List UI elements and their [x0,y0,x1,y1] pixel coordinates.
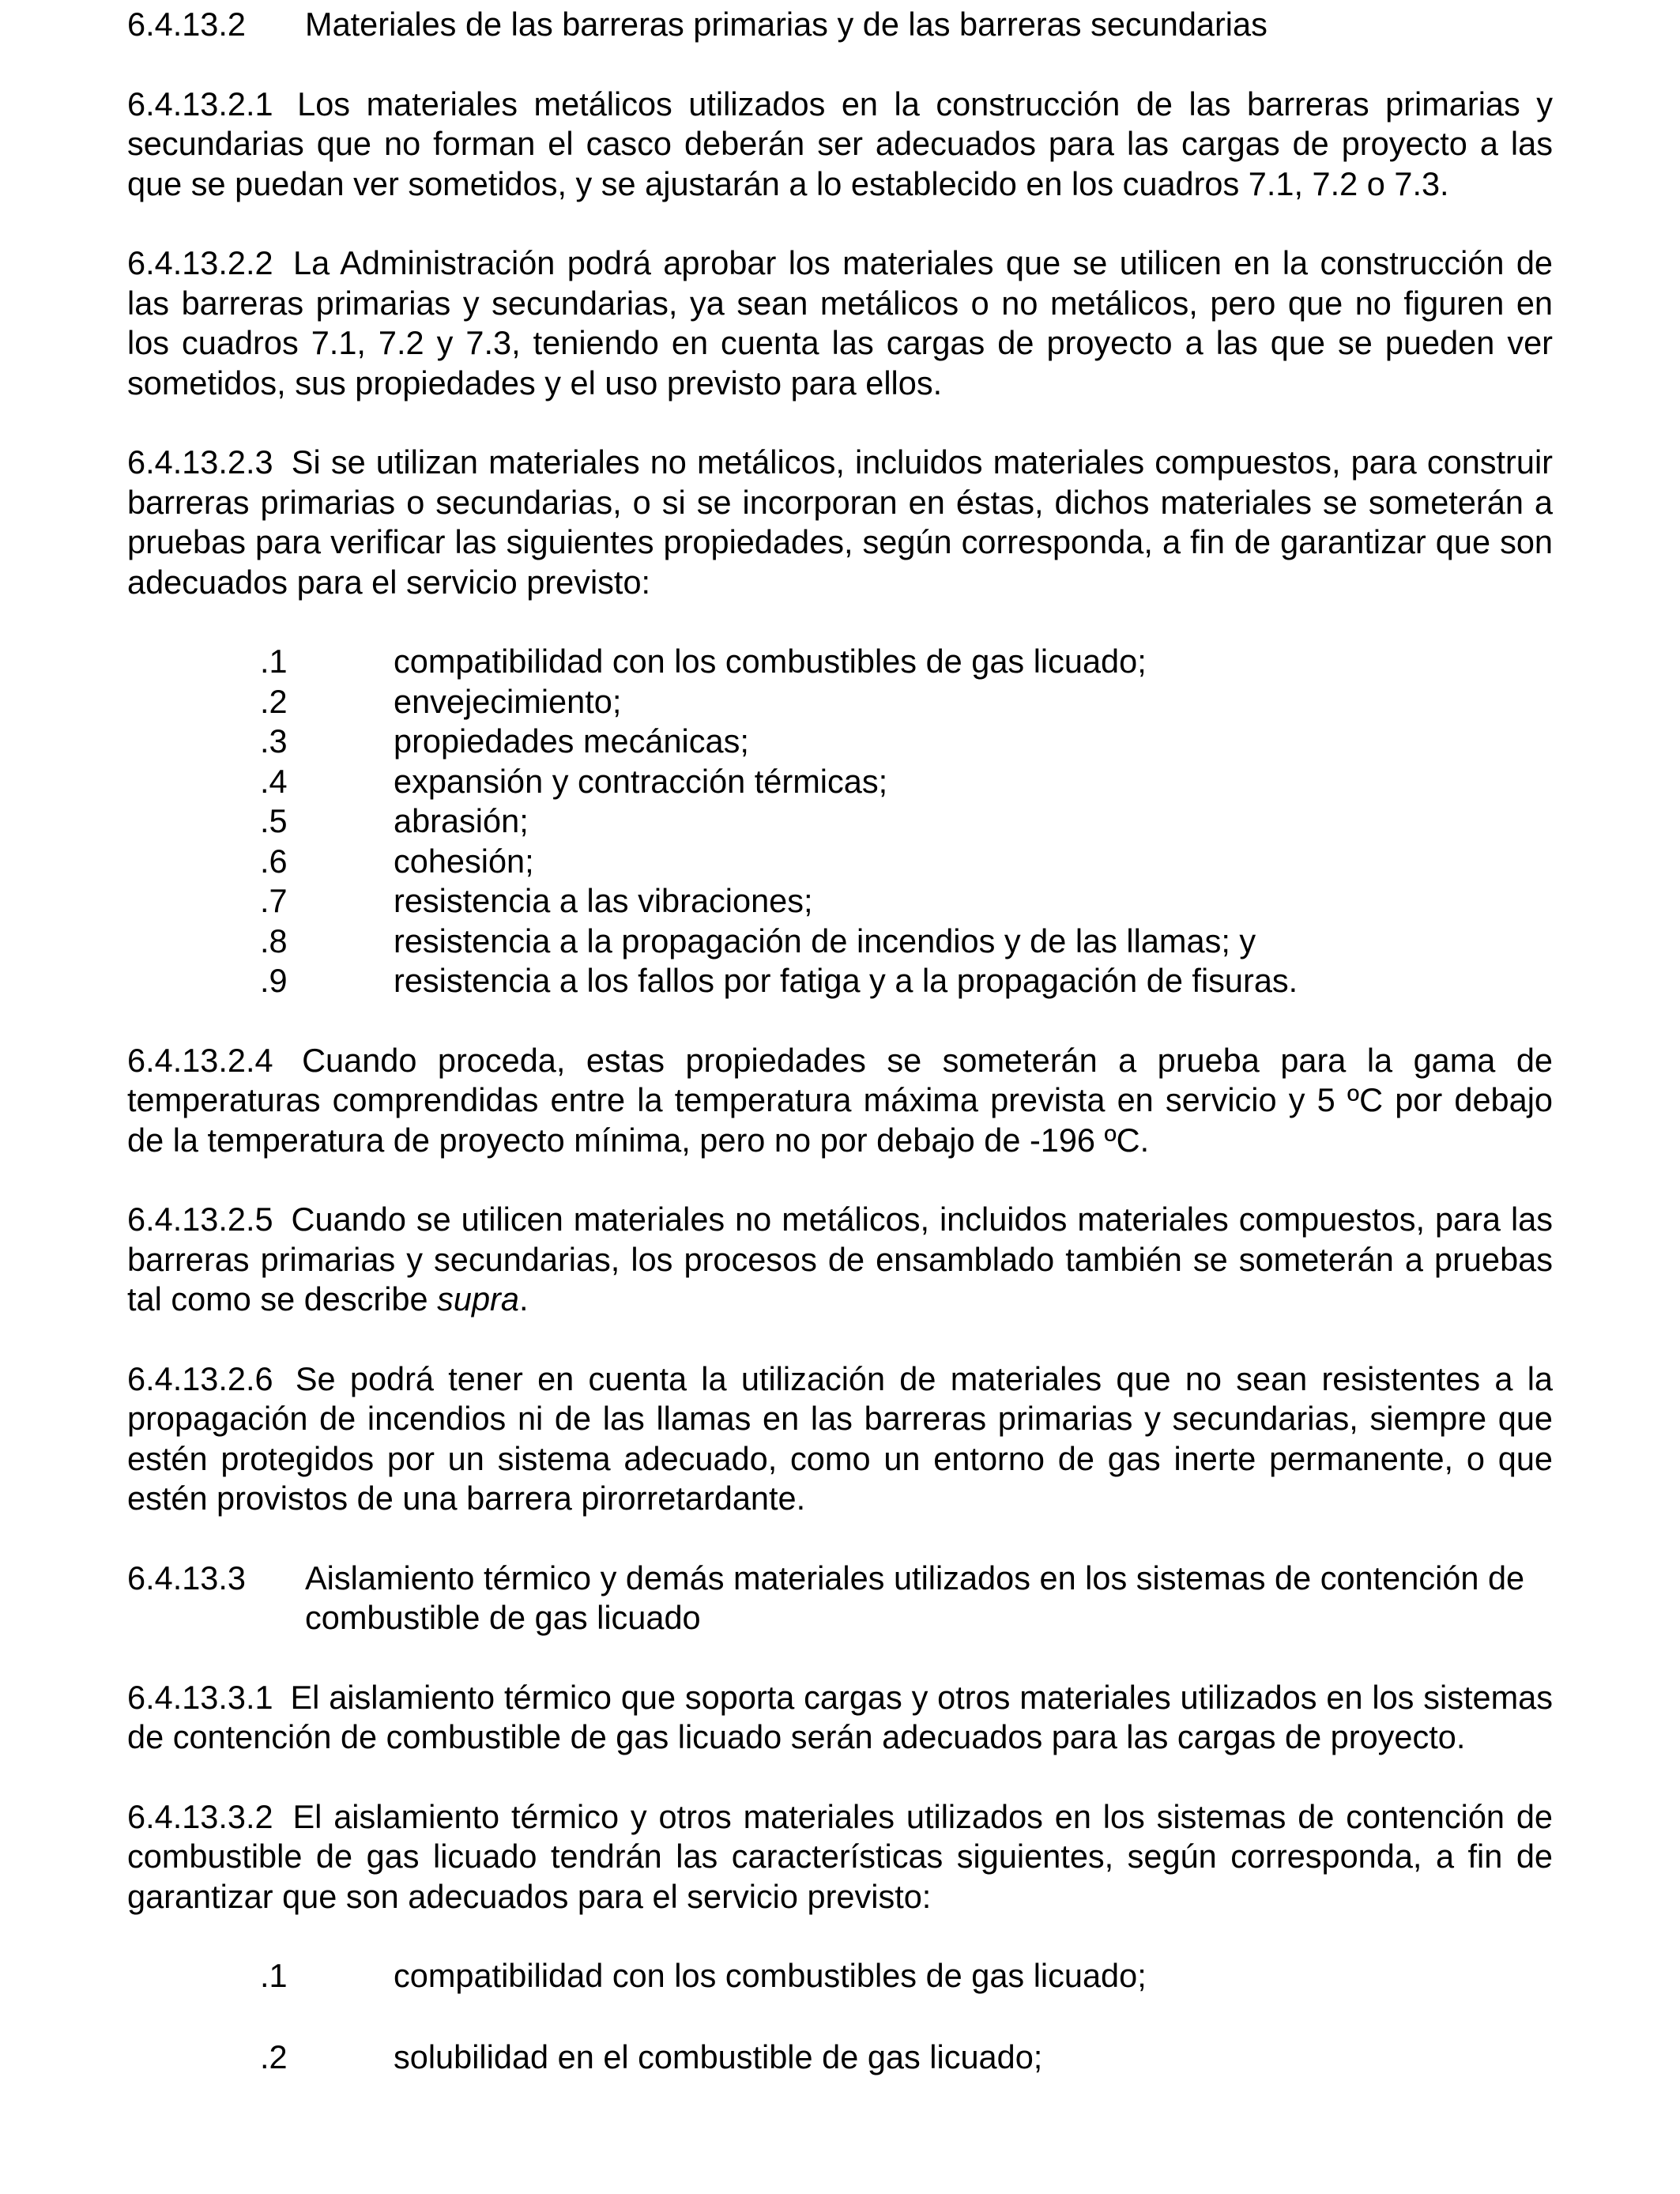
section-heading-6-4-13-3 [127,1559,1553,1638]
list-item-text: resistencia a los fallos por fatiga y a la propagación de fisuras. [394,962,1298,999]
paragraph-italic-term: supra [437,1280,519,1318]
paragraph-6-4-13-2-2 [127,243,1553,403]
section-title: Materiales de las barreras primarias y de las barreras secundarias [305,6,1268,43]
list-item-number: .6 [260,842,288,880]
paragraph-6-4-13-2-4 [127,1041,1553,1161]
list-item-text: resistencia a las vibraciones; [394,882,813,919]
paragraph-text: La Administración podrá aprobar los materiales que se utilicen en la construcción de las barreras primarias y secundarias, ya sean metálicos o no metálicos, pero que no figuren en los cuadros 7.1, 7.2 y 7.3, teniendo en cuenta las cargas de proyecto a las que se pueden ver sometidos, sus propiedades y el uso previsto para ellos. [127,244,1553,401]
list-item [260,801,1553,842]
paragraph-text: El aislamiento térmico y otros materiales utilizados en los sistemas de contención de combustible de gas licuado tendrán las características siguientes, según corresponda, a fin de garantizar que son adecuados para el servicio previsto: [127,1797,1554,1915]
list-item [260,2038,1553,2078]
list-item [260,642,1553,682]
list-item-text: abrasión; [394,802,529,839]
paragraph-number: 6.4.13.2.5 [127,1201,273,1238]
list-item-text: compatibilidad con los combustibles de gas licuado; [394,643,1147,680]
list-item [260,881,1553,922]
properties-list [260,642,1553,1001]
list-item-text: cohesión; [394,842,534,880]
section-title: Aislamiento térmico y demás materiales utilizados en los sistemas de contención de combustible de gas licuado [305,1559,1525,1636]
paragraph-6-4-13-3-2 [127,1797,1553,1917]
paragraph-6-4-13-2-5 [127,1200,1553,1320]
list-item [260,961,1553,1001]
paragraph-text: Se podrá tener en cuenta la utilización de materiales que no sean resistentes a la propagación de incendios ni de las llamas en las barreras primarias y secundarias, siempre que estén protegidos por un sistema adecuado, como un entorno de gas inerte permanente, o que estén provistos de una barrera pirorretardante. [127,1359,1554,1517]
document-page [127,5,1553,2117]
paragraph-6-4-13-2-3 [127,443,1553,602]
list-item-text: propiedades mecánicas; [394,722,749,760]
paragraph-end: . [518,1280,529,1318]
list-item-text: compatibilidad con los combustibles de gas licuado; [394,1957,1147,1994]
list-item-number: .9 [260,962,288,999]
paragraph-text: Cuando proceda, estas propiedades se someterán a prueba para la gama de temperaturas comprendidas entre la temperatura máxima prevista en servicio y 5 ºC por debajo de la temperatura de proyecto mínima, pero no por debajo de -196 ºC. [127,1041,1553,1159]
paragraph-number: 6.4.13.2.1 [127,85,273,123]
section-number: 6.4.13.2 [127,6,246,43]
list-item-number: .8 [260,922,288,959]
list-item-text: envejecimiento; [394,682,622,720]
list-item-number: .2 [260,682,288,720]
list-item [260,722,1553,762]
list-item [260,1956,1553,1996]
paragraph-number: 6.4.13.2.6 [127,1359,273,1397]
paragraph-number: 6.4.13.2.2 [127,244,273,281]
list-item-number: .7 [260,882,288,919]
paragraph-text: Los materiales metálicos utilizados en la construcción de las barreras primarias y secundarias que no forman el casco deberán ser adecuados para las cargas de proyecto a las que se puedan ver sometidos, y se ajustarán a lo establecido en los cuadros 7.1, 7.2 o 7.3. [127,85,1554,202]
paragraph-number: 6.4.13.2.4 [127,1041,273,1079]
paragraph-number: 6.4.13.3.1 [127,1678,273,1716]
list-item-number: .1 [260,643,288,680]
list-item-text: resistencia a la propagación de incendios y de las llamas; y [394,922,1256,959]
paragraph-6-4-13-2-6 [127,1359,1553,1519]
list-item-text: expansión y contracción térmicas; [394,762,888,800]
list-item-number: .2 [260,2038,288,2075]
list-item-number: .3 [260,722,288,760]
section-heading-6-4-13-2 [127,5,1553,45]
section-number: 6.4.13.3 [127,1559,246,1596]
paragraph-number: 6.4.13.3.2 [127,1797,273,1835]
list-item-number: .5 [260,802,288,839]
paragraph-text: Cuando se utilicen materiales no metálicos, incluidos materiales compuestos, para las barreras primarias y secundarias, los procesos de ensamblado también se someterán a pruebas tal como se describe [127,1201,1553,1318]
insulation-properties-list [260,1956,1553,2077]
paragraph-6-4-13-2-1 [127,85,1553,205]
list-item-number: .4 [260,762,288,800]
paragraph-6-4-13-3-1 [127,1678,1553,1758]
list-item [260,842,1553,882]
list-item [260,682,1553,722]
list-item [260,922,1553,962]
list-item-text: solubilidad en el combustible de gas licuado; [394,2038,1043,2075]
paragraph-text: Si se utilizan materiales no metálicos, incluidos materiales compuestos, para construir barreras primarias o secundarias, o si se incorporan en éstas, dichos materiales se someterán a pruebas para verificar las siguientes propiedades, según corresponda, a fin de garantizar que son adecuados para el servicio previsto: [127,443,1554,601]
paragraph-number: 6.4.13.2.3 [127,443,273,481]
paragraph-text: El aislamiento térmico que soporta cargas y otros materiales utilizados en los sistemas de contención de combustible de gas licuado serán adecuados para las cargas de proyecto. [127,1678,1553,1755]
list-item-number: .1 [260,1957,288,1994]
list-item [260,762,1553,802]
